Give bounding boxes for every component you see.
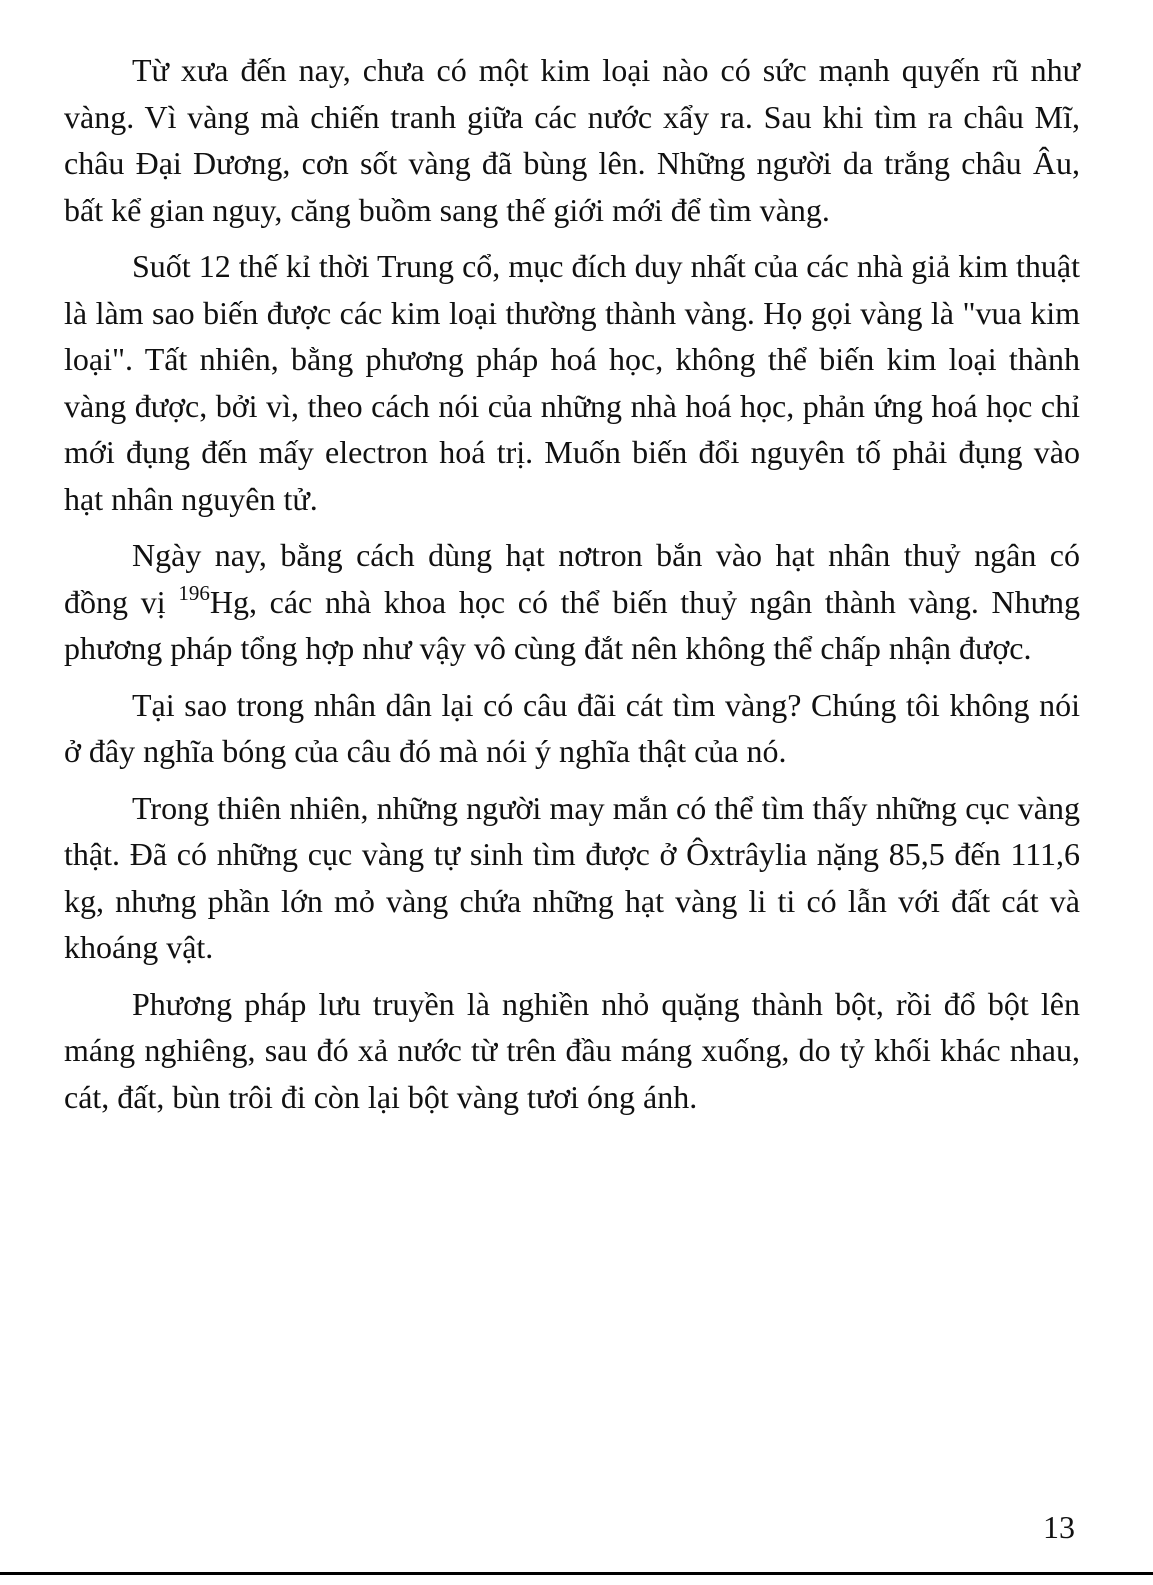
- paragraph-panning-saying: Tại sao trong nhân dân lại có câu đãi cát tìm vàng? Chúng tôi không nói ở đây nghĩa bóng của câu đó mà nói ý nghĩa thật của nó.: [64, 686, 1080, 769]
- bottom-border-line: [0, 1572, 1153, 1575]
- paragraph-mercury-transmutation: [64, 532, 1080, 672]
- paragraph-history-of-gold: Từ xưa đến nay, chưa có một kim loại nào có sức mạnh quyến rũ như vàng. Vì vàng mà chiến tranh giữa các nước xẩy ra. Sau khi tìm ra châu Mĩ, châu Đại Dương, cơn sốt vàng đã bùng lên. Những người da trắng châu Âu, bất kể gian nguy, căng buồm sang thế giới mới để tìm vàng.: [64, 52, 1080, 228]
- paragraph-mercury-text-after: Hg, các nhà khoa học có thể biến thuỷ ngân thành vàng. Nhưng phương pháp tổng hợp như vậy vô cùng đắt nên không thể chấp nhận được.: [64, 583, 1081, 666]
- paragraph-alchemy: Suốt 12 thế kỉ thời Trung cổ, mục đích duy nhất của các nhà giả kim thuật là làm sao biến được các kim loại thường thành vàng. Họ gọi vàng là "vua kim loại". Tất nhiên, bằng phương pháp hoá học, không thể biến kim loại thành vàng được, bởi vì, theo cách nói của những nhà hoá học, phản ứng hoá học chỉ mới đụng đến mấy electron hoá trị. Muốn biến đổi nguyên tố phải đụng vào hạt nhân nguyên tử.: [64, 248, 1080, 517]
- paragraph-mercury-text-before: Ngày nay, bằng cách dùng hạt nơtron bắn vào hạt nhân thuỷ ngân có đồng vị: [64, 537, 1080, 620]
- body-text: [64, 47, 1080, 1130]
- paragraph-washing-method: Phương pháp lưu truyền là nghiền nhỏ quặng thành bột, rồi đổ bột lên máng nghiêng, sau đó xả nước từ trên đầu máng xuống, do tỷ khối khác nhau, cát, đất, bùn trôi đi còn lại bột vàng tươi óng ánh.: [64, 985, 1080, 1115]
- isotope-mass-number: 196: [178, 580, 210, 605]
- paragraph-gold-nuggets: Trong thiên nhiên, những người may mắn có thể tìm thấy những cục vàng thật. Đã có những cục vàng tự sinh tìm được ở Ôxtrâylia nặng 85,5 đến 111,6 kg, nhưng phần lớn mỏ vàng chứa những hạt vàng li ti có lẫn với đất cát và khoáng vật.: [64, 789, 1080, 965]
- page-number: 13: [1043, 1509, 1075, 1545]
